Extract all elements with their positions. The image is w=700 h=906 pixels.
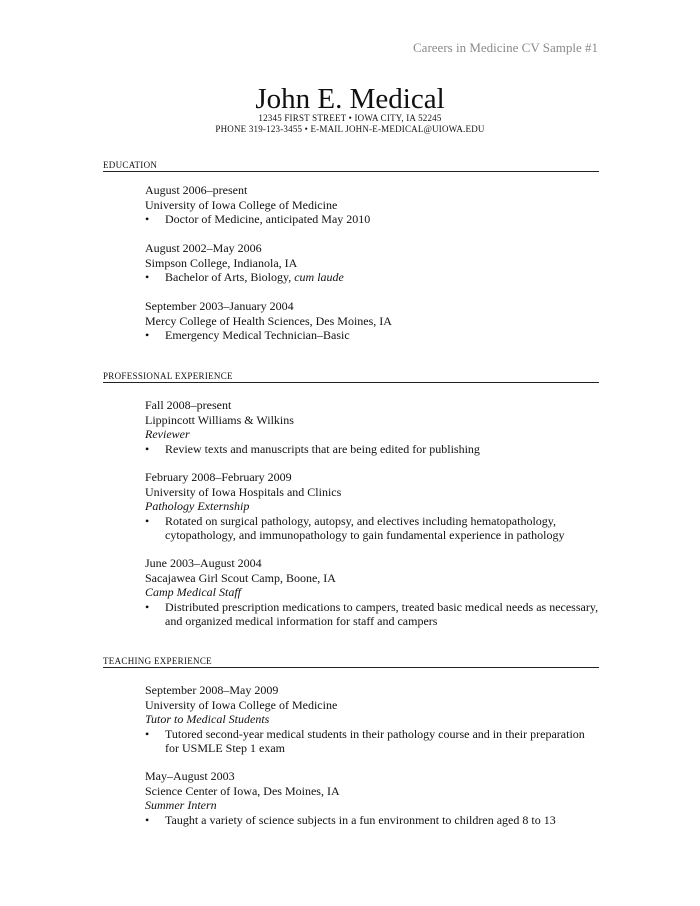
bullet-text: Bachelor of Arts, Biology, (165, 270, 295, 284)
section-heading-professional-experience: PROFESSIONAL EXPERIENCE (103, 370, 599, 383)
bullet-text: Review texts and manuscripts that are being edited for publishing (165, 441, 480, 456)
entry-bullet (145, 600, 600, 629)
entry-date: September 2008–May 2009 (145, 683, 279, 697)
entry-date: June 2003–August 2004 (145, 556, 262, 570)
section-heading-education: EDUCATION (103, 159, 599, 172)
teaching-entry (145, 683, 600, 756)
entry-date: May–August 2003 (145, 769, 235, 783)
entry-bullet (145, 813, 600, 828)
entry-date: February 2008–February 2009 (145, 470, 292, 484)
bullet-marker: • (145, 513, 150, 528)
entry-bullet (145, 727, 600, 756)
entry-date: August 2002–May 2006 (145, 241, 262, 255)
bullet-marker: • (145, 726, 150, 741)
experience-entry (145, 398, 600, 456)
bullet-text: Rotated on surgical pathology, autopsy, and electives including hematopathology, cytopathology, and immunopathology to gain fundamental experience in pathology (165, 513, 565, 542)
entry-date: Fall 2008–present (145, 398, 232, 412)
honors-text: cum laude (294, 270, 344, 284)
document-label: Careers in Medicine CV Sample #1 (413, 40, 598, 55)
experience-entry (145, 470, 600, 543)
entry-bullet (145, 212, 600, 227)
entry-date: August 2006–present (145, 183, 248, 197)
bullet-text: Taught a variety of science subjects in a fun environment to children aged 8 to 13 (165, 812, 556, 827)
candidate-name: John E. Medical (255, 83, 445, 115)
entry-organization: Science Center of Iowa, Des Moines, IA (145, 783, 340, 798)
entry-role: Summer Intern (145, 798, 217, 812)
bullet-text-wrap (165, 270, 600, 285)
address-line: 12345 FIRST STREET • IOWA CITY, IA 52245 (258, 113, 442, 123)
teaching-entry (145, 769, 600, 827)
education-entry (145, 299, 600, 343)
bullet-text: Doctor of Medicine, anticipated May 2010 (165, 212, 371, 226)
entry-organization: University of Iowa Hospitals and Clinics (145, 484, 342, 499)
bullet-text: Emergency Medical Technician–Basic (165, 328, 350, 342)
section-heading-teaching-experience: TEACHING EXPERIENCE (103, 655, 599, 668)
bullet-marker: • (145, 812, 150, 827)
contact-line: PHONE 319-123-3455 • E-MAIL JOHN-E-MEDICAL@UIOWA.EDU (215, 124, 485, 134)
entry-role: Pathology Externship (145, 499, 250, 513)
entry-bullet (145, 270, 600, 285)
entry-bullet (145, 514, 600, 543)
bullet-text: Tutored second-year medical students in their pathology course and in their preparation for USMLE Step 1 exam (165, 726, 585, 755)
entry-organization: Sacajawea Girl Scout Camp, Boone, IA (145, 570, 336, 585)
experience-entry (145, 556, 600, 629)
entry-organization: University of Iowa College of Medicine (145, 697, 338, 712)
entry-bullet (145, 442, 600, 457)
entry-organization: Simpson College, Indianola, IA (145, 255, 298, 270)
entry-organization: Mercy College of Health Sciences, Des Moines, IA (145, 313, 392, 328)
entry-role: Tutor to Medical Students (145, 712, 270, 726)
entry-bullet (145, 328, 600, 343)
bullet-text: Distributed prescription medications to campers, treated basic medical needs as necessary, and organized medical information for staff and campers (165, 599, 599, 628)
entry-role: Reviewer (145, 427, 190, 441)
bullet-marker: • (145, 441, 150, 456)
entry-organization: Lippincott Williams & Wilkins (145, 412, 294, 427)
entry-organization: University of Iowa College of Medicine (145, 197, 338, 212)
entry-date: September 2003–January 2004 (145, 299, 294, 313)
entry-role: Camp Medical Staff (145, 585, 241, 599)
education-entry (145, 183, 600, 227)
bullet-marker: • (145, 599, 150, 614)
bullet-marker: • (145, 212, 150, 226)
bullet-marker: • (145, 270, 150, 284)
education-entry (145, 241, 600, 285)
bullet-marker: • (145, 328, 150, 342)
